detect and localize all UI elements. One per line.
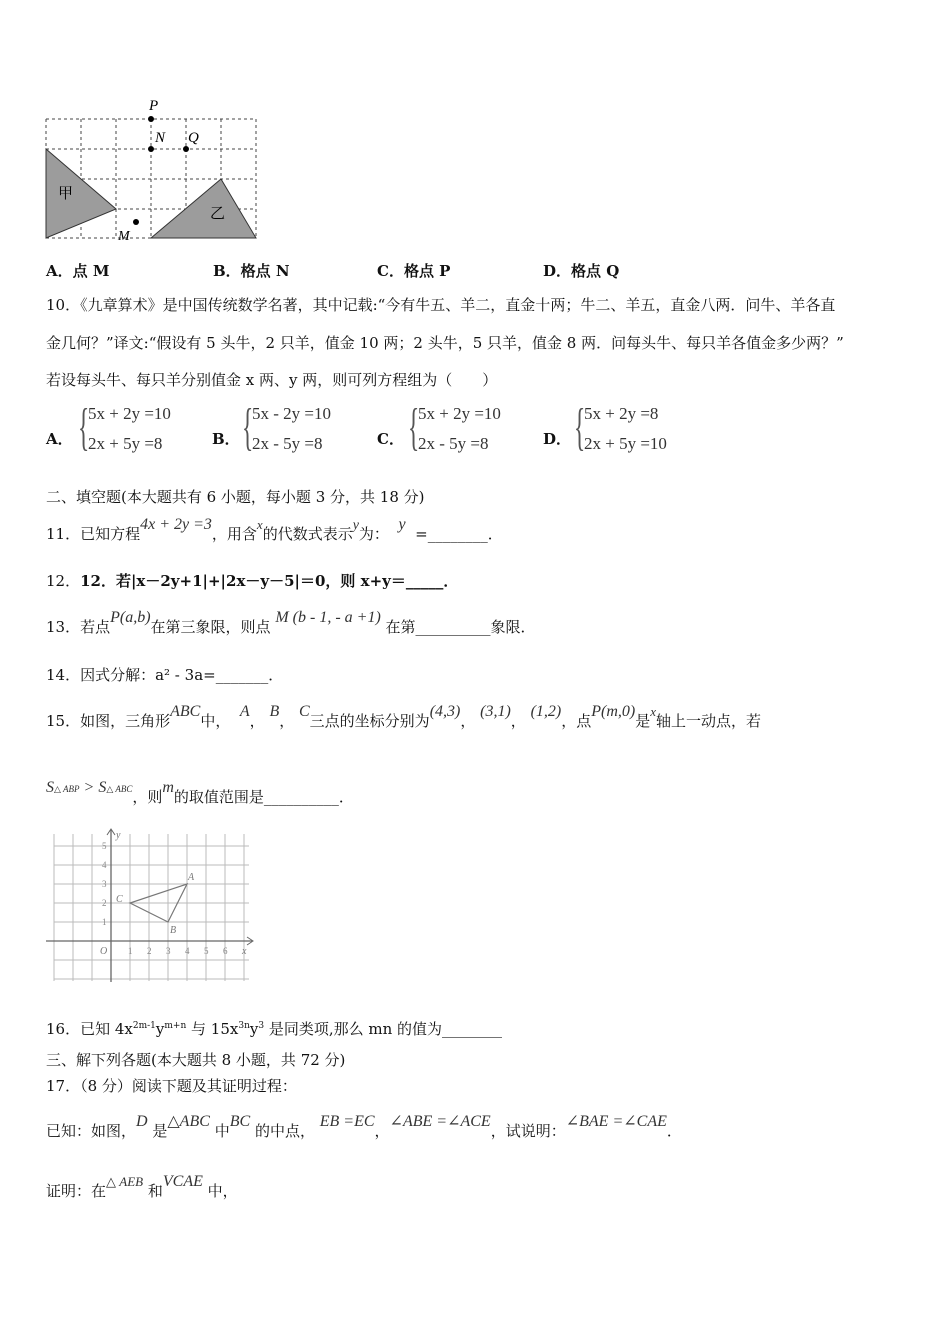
svg-text:5: 5 <box>204 946 209 956</box>
section3-heading: 三、解下列各题(本大题共 8 小题，共 72 分) <box>46 1051 346 1069</box>
question15-figure <box>44 826 259 986</box>
q10-d-label: D． <box>543 430 572 448</box>
q15-line1: 15．如图，三角形ABC中， A， B， C三点的坐标分别为(4,3)， (3,1)， (1,2)，点P(m,0)是x轴上一动点，若 <box>46 703 762 730</box>
label-jia: 甲 <box>58 184 74 202</box>
q10-c-label: C． <box>377 430 404 448</box>
label-Q: Q <box>188 130 199 146</box>
svg-text:A: A <box>188 872 195 883</box>
svg-text:4: 4 <box>185 946 190 956</box>
svg-text:x: x <box>242 946 247 957</box>
label-M: M <box>118 229 130 244</box>
q9-option-c: C．格点 P <box>377 262 451 280</box>
svg-text:1: 1 <box>128 946 133 956</box>
section2-heading: 二、填空题(本大题共有 6 小题，每小题 3 分，共 18 分) <box>46 488 425 506</box>
q10-a-label: A． <box>46 430 73 448</box>
svg-text:3: 3 <box>166 946 171 956</box>
q10-b-label: B． <box>212 430 240 448</box>
q9-option-d: D．格点 Q <box>543 262 620 280</box>
label-P: P <box>149 98 159 114</box>
svg-text:1: 1 <box>102 917 107 927</box>
q17-heading: 17．（8 分）阅读下题及其证明过程： <box>46 1077 297 1095</box>
q12: 12．12．若|x－2y+1|+|2x－y－5|＝0，则 x+y＝_____． <box>46 572 459 590</box>
q10-line3: 若设每头牛、每只羊分别值金 x 两、y 两，则可列方程组为（ ） <box>46 371 498 389</box>
q15-line2: $S^{\triangle ABP} > S^{\triangle ABC}$，则m的取值范围是__________． <box>46 779 354 806</box>
q17-given: 已知：如图，D 是△ABC 中BC 的中点， EB =EC，∠ABE =∠ACE，试说明：∠BAE =∠CAE． <box>46 1113 682 1140</box>
svg-text:5: 5 <box>102 841 107 851</box>
svg-text:6: 6 <box>223 946 228 956</box>
label-N: N <box>155 130 166 146</box>
svg-text:2: 2 <box>147 946 152 956</box>
q17-proof: 证明：在△ AEB 和VCAE 中， <box>46 1173 238 1200</box>
q14: 14．因式分解：a² - 3a=_______． <box>46 666 284 684</box>
svg-text:y: y <box>116 830 121 841</box>
q16: 16．已知 $4x^{2m-1}y^{m+n}$ 与 $15x^{3n}y^3$ 是同类项,那么 mn 的值为________ <box>46 1020 503 1038</box>
q13: 13．若点P(a,b)在第三象限，则点 M (b - 1, - a +1) 在第__________象限． <box>46 609 536 636</box>
svg-text:2: 2 <box>102 898 107 908</box>
svg-text:3: 3 <box>102 879 107 889</box>
q9-option-a: A．点 M <box>46 262 110 280</box>
svg-text:B: B <box>170 925 177 936</box>
q10-line2: 金几何？”译文:“假设有 5 头牛，2 只羊，值金 10 两；2 头牛，5 只羊，值金 8 两．问每头牛、每只羊各值金多少两？” <box>46 334 844 352</box>
question9-figure <box>40 95 265 245</box>
svg-text:4: 4 <box>102 860 107 870</box>
q10-line1: 10．《九章算术》是中国传统数学名著，其中记载:“今有牛五、羊二，直金十两；牛二、羊五，直金八两．问牛、羊各直 <box>46 296 836 314</box>
svg-text:O: O <box>100 946 108 957</box>
q9-option-b: B．格点 N <box>213 262 290 280</box>
label-yi: 乙 <box>210 204 226 222</box>
svg-text:C: C <box>116 894 123 905</box>
q11: 11．已知方程4x + 2y =3，用含x的代数式表示y为： y =________． <box>46 516 503 543</box>
